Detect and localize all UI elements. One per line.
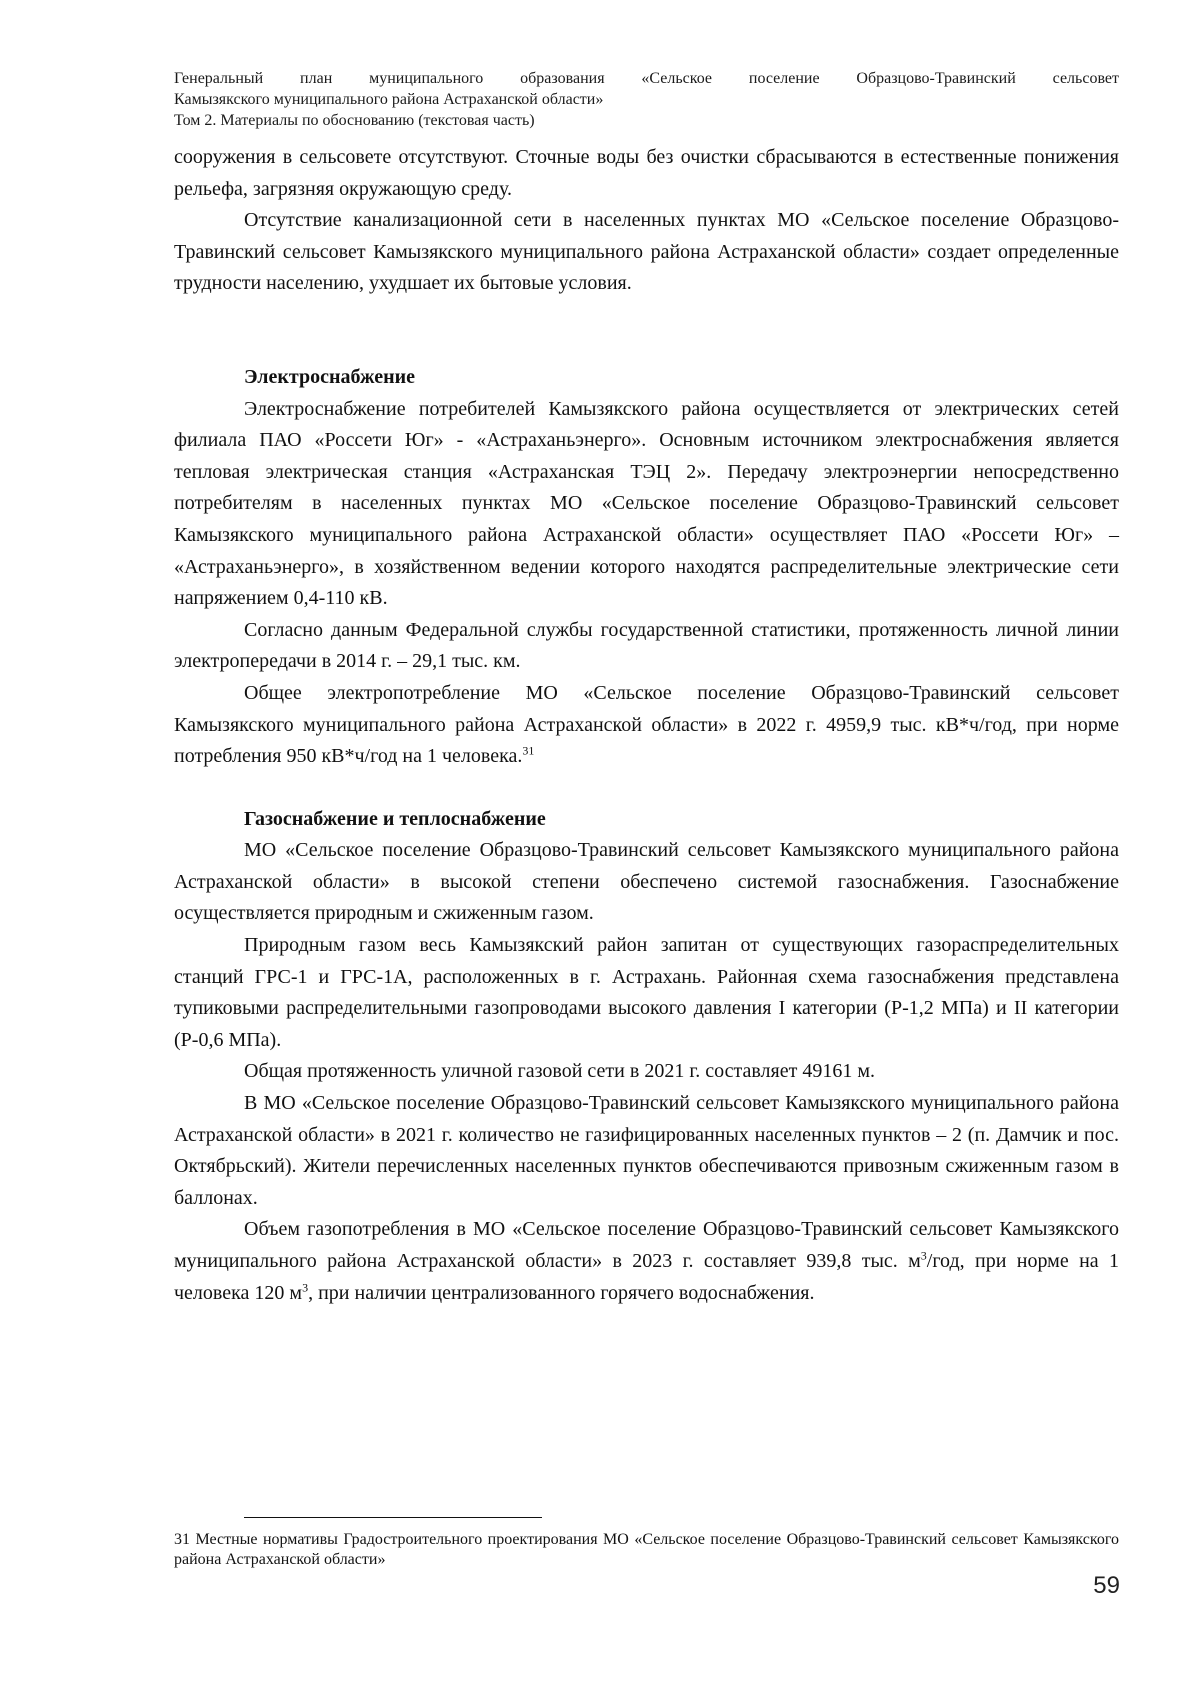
header-line-3: Том 2. Материалы по обоснованию (текстовая часть) [174, 112, 535, 129]
paragraph-intro: сооружения в сельсовете отсутствуют. Сточные воды без очистки сбрасываются в естественные понижения рельефа, загрязняя окружающую среду. [174, 146, 1119, 200]
paragraph-gas-5-part-a: Объем газопотребления в МО «Сельское поселение Образцово-Травинский сельсовет Камызякского муниципального района Астраханской области» в 2023 г. составляет 939,8 тыс. м [174, 1218, 1119, 1272]
footnote-reference: 31 [522, 743, 535, 758]
paragraph-gas-2: Природным газом весь Камызякский район запитан от существующих газораспределительных станций ГРС-1 и ГРС-1А, расположенных в г. Астрахань. Районная схема газоснабжения представлена тупиковыми распределительными газопроводами высокого давления I категории (Р-1,2 МПа) и II категории (Р-0,6 МПа). [174, 934, 1119, 1051]
paragraph-gas-1: МО «Сельское поселение Образцово-Травинский сельсовет Камызякского муниципального района Астраханской области» в высокой степени обеспечено системой газоснабжения. Газоснабжение осуществляется природным и сжиженным газом. [174, 839, 1119, 925]
paragraph-sewer: Отсутствие канализационной сети в населенных пунктах МО «Сельское поселение Образцово-Травинский сельсовет Камызякского муниципального района Астраханской области» создает определенные трудности населению, ухудшает их бытовые условия. [174, 209, 1119, 295]
footnote-divider [244, 1517, 542, 1518]
footnote-text: 31 Местные нормативы Градостроительного проектирования МО «Сельское поселение Образцово-Травинский сельсовет Камызякского района Астраханской области» [174, 1531, 1119, 1568]
page-header [174, 68, 1119, 131]
spacer [174, 773, 1119, 804]
superscript-cubic: 3 [302, 1279, 309, 1294]
section-heading-gas: Газоснабжение и теплоснабжение [244, 807, 546, 830]
paragraph-gas-5 [174, 1214, 1119, 1309]
header-line-1: Генеральный план муниципального образования «Сельское поселение Образцово-Травинский сельсовет [174, 70, 1119, 87]
header-line-2: Камызякского муниципального района Астраханской области» [174, 91, 604, 108]
paragraph-electric-2: Согласно данным Федеральной службы государственной статистики, протяженность личной линии электропередачи в 2014 г. – 29,1 тыс. км. [174, 618, 1119, 673]
superscript-cubic: 3 [920, 1248, 927, 1263]
paragraph-electric-3 [174, 678, 1119, 773]
paragraph-electric-3-text: Общее электропотребление МО «Сельское поселение Образцово-Травинский сельсовет Камызякского муниципального района Астраханской области» в 2022 г. 4959,9 тыс. кВ*ч/год, при норме потребления 950 кВ*ч/год на 1 человека. [174, 681, 1119, 768]
paragraph-gas-4: В МО «Сельское поселение Образцово-Травинский сельсовет Камызякского муниципального района Астраханской области» в 2021 г. количество не газифицированных населенных пунктов – 2 (п. Дамчик и пос. Октябрьский). Жители перечисленных населенных пунктов обеспечиваются привозным сжиженным газом в баллонах. [174, 1092, 1119, 1209]
paragraph-electric-1: Электроснабжение потребителей Камызякского района осуществляется от электрических сетей филиала ПАО «Россети Юг» - «Астраханьэнерго». Основным источником электроснабжения является тепловая электрическая станция «Астраханская ТЭЦ 2». Передачу электроэнергии непосредственно потребителям в населенных пунктах МО «Сельское поселение Образцово-Травинский сельсовет Камызякского муниципального района Астраханской области» осуществляет ПАО «Россети Юг» – «Астраханьэнерго», в хозяйственном ведении которого находятся распределительные электрические сети напряжением 0,4-110 кВ. [174, 397, 1119, 610]
paragraph-gas-5-part-b: /год, при норме на 1 человека 120 м [174, 1250, 1120, 1304]
section-heading-electric: Электроснабжение [244, 365, 416, 388]
document-body [174, 142, 1119, 1309]
paragraph-gas-3: Общая протяженность уличной газовой сети в 2021 г. составляет 49161 м. [244, 1060, 876, 1083]
spacer [174, 300, 1119, 362]
page-number: 59 [1093, 1572, 1120, 1599]
paragraph-gas-5-part-c: , при наличии централизованного горячего водоснабжения. [308, 1281, 815, 1304]
